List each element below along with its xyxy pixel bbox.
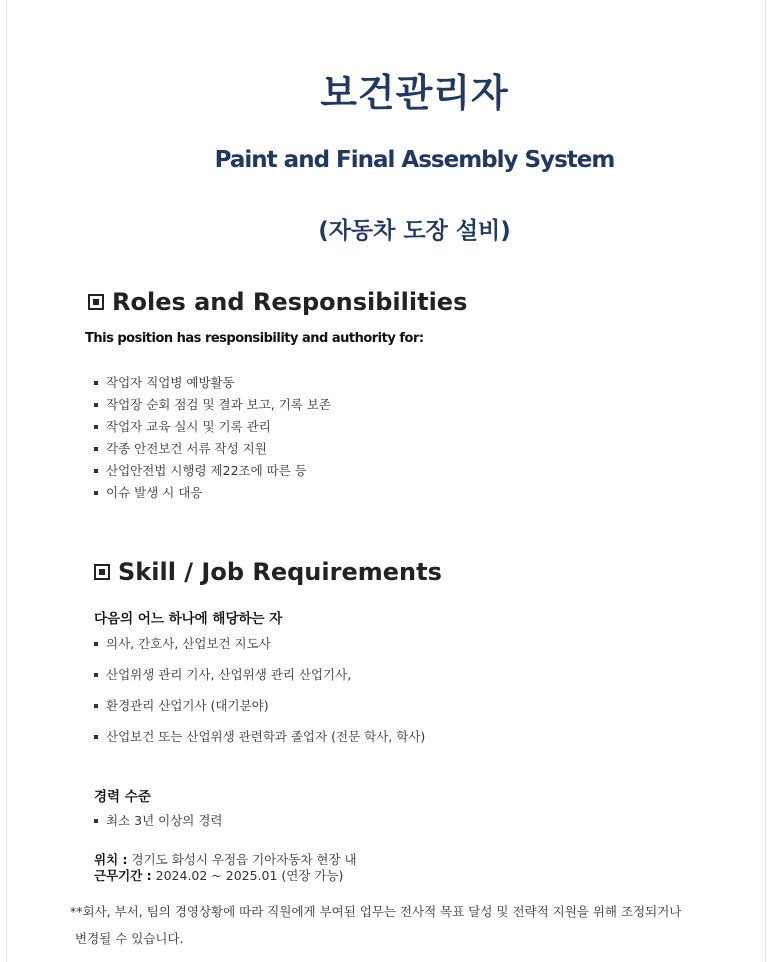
roles-heading-text: Roles and Responsibilities	[112, 288, 468, 316]
career-list	[92, 812, 222, 832]
page-title: 보건관리자	[320, 71, 509, 115]
list-item: 환경관리 산업기사 (대기분야)	[92, 697, 425, 728]
list-item: 산업위생 관리 기사, 산업위생 관리 산업기사,	[92, 666, 425, 697]
period-line	[94, 866, 343, 884]
roles-heading	[88, 288, 467, 316]
list-item: 작업자 직업병 예방활동	[92, 374, 331, 396]
list-item: 산업안전법 시행령 제22조에 따른 등	[92, 462, 331, 484]
list-item: 산업보건 또는 산업위생 관련학과 졸업자 (전문 학사, 학사)	[92, 728, 425, 759]
career-heading: 경력 수준	[94, 789, 151, 805]
roles-intro: This position has responsibility and authority for:	[85, 331, 424, 346]
list-item: 작업장 순회 점검 및 결과 보고, 기록 보존	[92, 396, 331, 418]
period-value: 2024.02 ~ 2025.01 (연장 가능)	[151, 868, 344, 883]
list-item: 최소 3년 이상의 경력	[92, 812, 222, 832]
square-bullet-icon	[88, 294, 104, 310]
list-item: 각종 안전보건 서류 작성 지원	[92, 440, 331, 462]
roles-list	[92, 374, 331, 506]
skills-intro: 다음의 어느 하나에 해당하는 자	[94, 611, 283, 627]
period-label: 근무기간 :	[94, 868, 152, 883]
page-subtitle: Paint and Final Assembly System	[214, 147, 615, 173]
skills-heading-text: Skill / Job Requirements	[118, 558, 442, 586]
location-label: 위치 :	[94, 852, 128, 867]
list-item: 작업자 교육 실시 및 기록 관리	[92, 418, 331, 440]
location-value: 경기도 화성시 우정읍 기아자동차 현장 내	[127, 852, 357, 867]
footnote-line-2: 변경될 수 있습니다.	[75, 931, 184, 946]
square-bullet-icon	[94, 564, 110, 580]
list-item: 이슈 발생 시 대응	[92, 484, 331, 506]
page-subtitle-korean: (자동차 도장 설비)	[318, 218, 511, 244]
skills-heading	[94, 558, 442, 586]
list-item: 의사, 간호사, 산업보건 지도사	[92, 635, 425, 666]
footnote-line-1: **회사, 부서, 팀의 경영상황에 따라 직원에게 부여된 업무는 전사적 목표 달성 및 전략적 지원을 위해 조정되거나	[70, 904, 682, 919]
skills-list	[92, 635, 425, 759]
